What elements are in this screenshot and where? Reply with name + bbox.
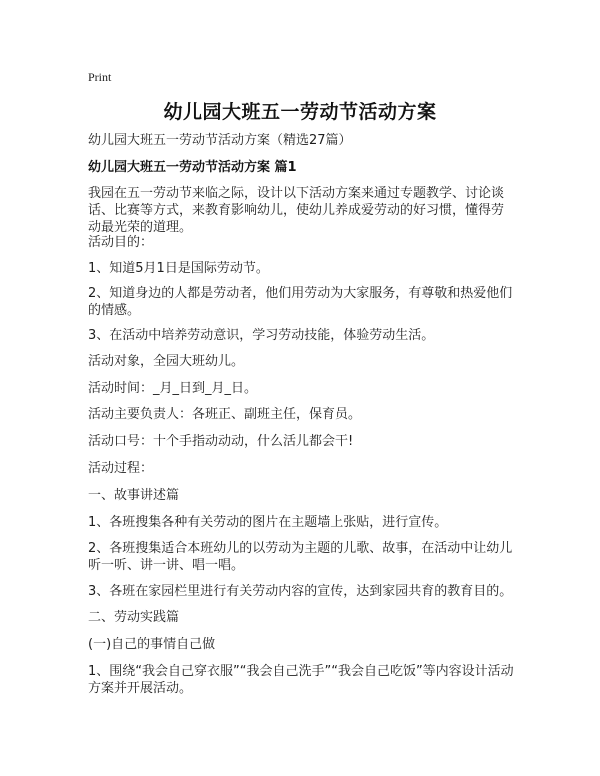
- part1-title: 一、故事讲述篇: [88, 488, 180, 503]
- goal-item-3: 3、在活动中培养劳动意识，学习劳动技能，体验劳动生活。: [88, 328, 435, 343]
- activity-slogan: 活动口号：十个手指动动动，什么活儿都会干!: [88, 434, 354, 449]
- part1-item-1: 1、各班搜集各种有关劳动的图片在主题墙上张贴，进行宣传。: [88, 515, 448, 530]
- part2-title: 二、劳动实践篇: [88, 610, 180, 625]
- goal-title: 活动目的：: [88, 235, 154, 250]
- part2-item-1: 1、围绕“我会自己穿衣服”“我会自己洗手”“我会自己吃饭”等内容设计活动方案并开展活动。: [88, 664, 514, 696]
- print-label[interactable]: Print: [88, 70, 112, 84]
- intro-paragraph: 我园在五一劳动节来临之际，设计以下活动方案来通过专题教学、讨论谈话、比赛等方式，来教育影响幼儿，使幼儿养成爱劳动的好习惯，懂得劳动最光荣的道理。: [88, 186, 505, 235]
- part1-item-2: 2、各班搜集适合本班幼儿的以劳动为主题的儿歌、故事，在活动中让幼儿听一听、讲一讲、唱一唱。: [88, 541, 513, 573]
- goal-item-1: 1、知道5月1日是国际劳动节。: [88, 261, 269, 276]
- section-heading: 幼儿园大班五一劳动节活动方案 篇1: [88, 160, 297, 175]
- activity-responsible: 活动主要负责人：各班正、副班主任，保育员。: [88, 407, 362, 422]
- part1-item-3: 3、各班在家园栏里进行有关劳动内容的宣传，达到家园共育的教育目的。: [88, 584, 513, 599]
- activity-time: 活动时间：_月_日到_月_日。: [88, 381, 258, 396]
- activity-target: 活动对象，全园大班幼儿。: [88, 354, 245, 369]
- process-title: 活动过程：: [88, 461, 154, 476]
- subtitle: 幼儿园大班五一劳动节活动方案（精选27篇）: [88, 133, 352, 148]
- goal-item-2: 2、知道身边的人都是劳动者，他们用劳动为大家服务，有尊敬和热爱他们的情感。: [88, 286, 513, 318]
- part2-subtitle: (一)自己的事情自己做: [88, 637, 216, 652]
- document-title: 幼儿园大班五一劳动节活动方案: [163, 101, 437, 123]
